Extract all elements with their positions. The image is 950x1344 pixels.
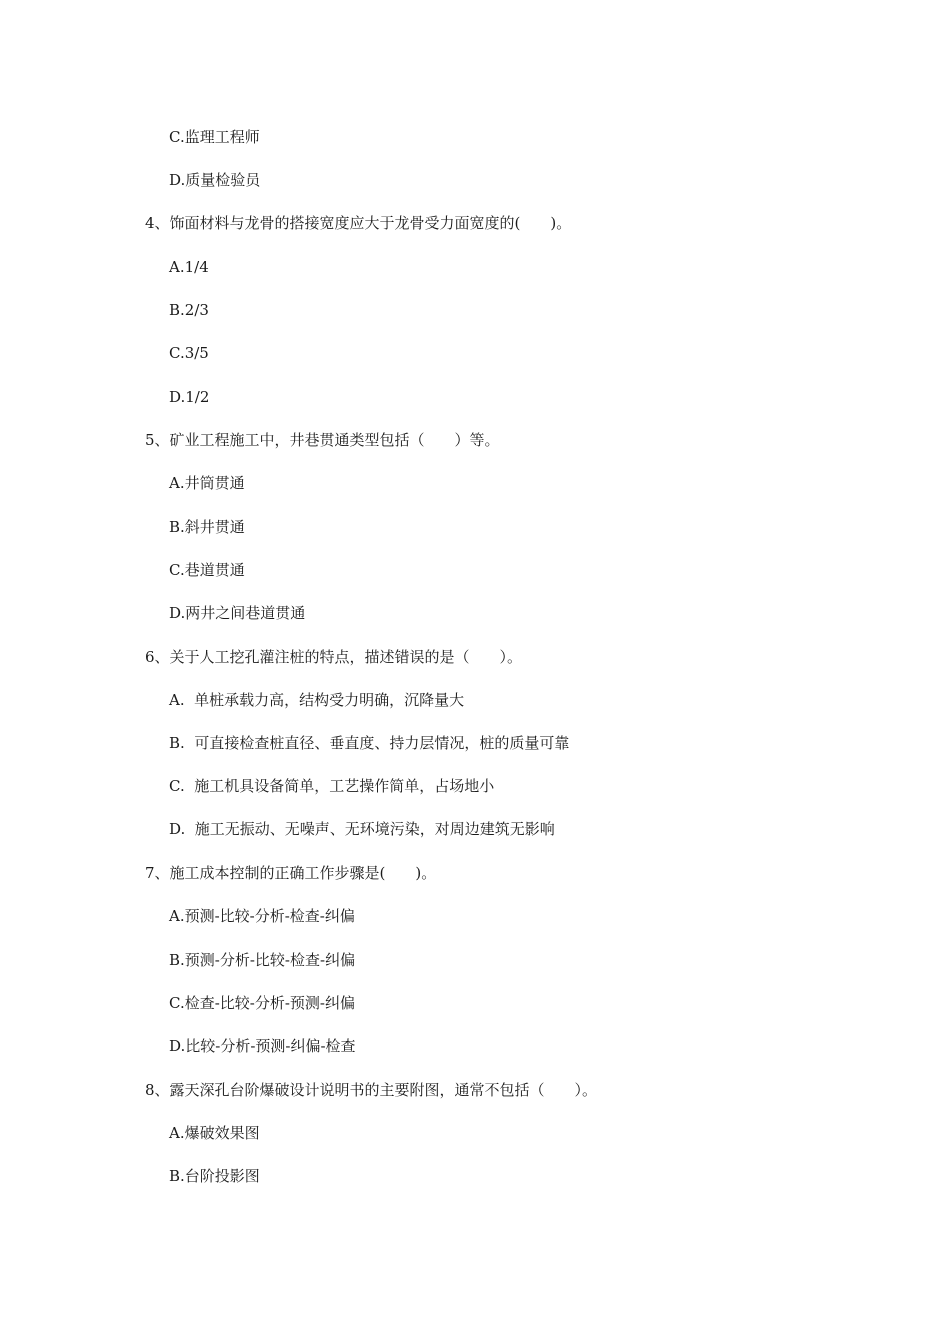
option-4c: C.3/5 (169, 344, 209, 362)
option-7d: D.比较-分析-预测-纠偏-检查 (169, 1037, 356, 1055)
option-6d: D. 施工无振动、无噪声、无环境污染，对周边建筑无影响 (169, 820, 555, 838)
option-6b: B. 可直接检查桩直径、垂直度、持力层情况，桩的质量可靠 (169, 734, 570, 752)
option-4d: D.1/2 (169, 388, 210, 406)
option-5d: D.两井之间巷道贯通 (169, 604, 306, 622)
option-8a: A.爆破效果图 (169, 1124, 260, 1142)
option-6a: A. 单桩承载力高，结构受力明确，沉降量大 (169, 691, 465, 709)
option-7a: A.预测-比较-分析-检查-纠偏 (169, 907, 355, 925)
option-4b: B.2/3 (169, 301, 209, 319)
question-8: 8、露天深孔台阶爆破设计说明书的主要附图，通常不包括（ ）。 (145, 1081, 598, 1099)
question-4: 4、饰面材料与龙骨的搭接宽度应大于龙骨受力面宽度的( )。 (145, 214, 572, 232)
question-6: 6、关于人工挖孔灌注桩的特点，描述错误的是（ ）。 (145, 648, 523, 666)
option-7c: C.检查-比较-分析-预测-纠偏 (169, 994, 355, 1012)
option-8b: B.台阶投影图 (169, 1167, 260, 1185)
option-3c: C.监理工程师 (169, 128, 260, 146)
option-5b: B.斜井贯通 (169, 518, 245, 536)
option-7b: B.预测-分析-比较-检查-纠偏 (169, 951, 356, 969)
question-5: 5、矿业工程施工中，井巷贯通类型包括（ ）等。 (145, 431, 500, 449)
option-4a: A.1/4 (169, 258, 209, 276)
option-3d: D.质量检验员 (169, 171, 261, 189)
question-7: 7、施工成本控制的正确工作步骤是( )。 (145, 864, 437, 882)
option-5c: C.巷道贯通 (169, 561, 245, 579)
option-6c: C. 施工机具设备简单，工艺操作简单，占场地小 (169, 777, 495, 795)
option-5a: A.井筒贯通 (169, 474, 245, 492)
